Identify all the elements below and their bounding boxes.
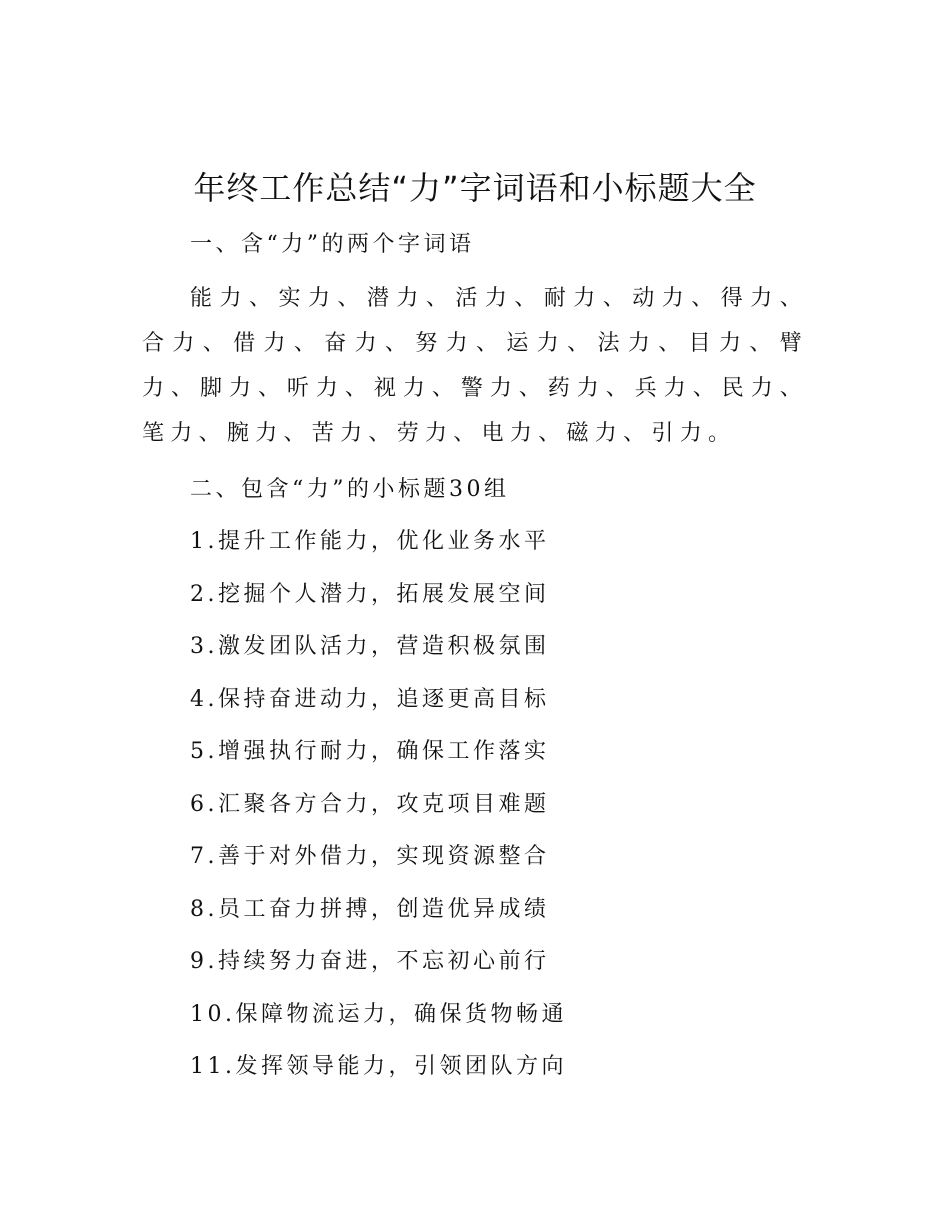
subtitle-item: 8.员工奋力拼搏，创造优异成绩 <box>190 896 550 922</box>
subtitle-item: 7.善于对外借力，实现资源整合 <box>190 844 550 869</box>
subtitle-item: 6.汇聚各方合力，攻克项目难题 <box>190 791 550 817</box>
subtitle-list <box>142 516 808 1094</box>
section-heading-2: 二、包含“力”的小标题30组 <box>190 477 510 502</box>
subtitle-item: 11.发挥领导能力，引领团队方向 <box>190 1054 567 1079</box>
subtitle-item: 9.持续努力奋进，不忘初心前行 <box>190 949 550 974</box>
subtitle-item: 5.增强执行耐力，确保工作落实 <box>190 739 550 764</box>
word-list-paragraph: 能力、实力、潜力、活力、耐力、动力、得力、合力、借力、奋力、努力、运力、法力、目力、臂力、脚力、听力、视力、警力、药力、兵力、民力、笔力、腕力、苦力、劳力、电力、磁力、引力。 <box>142 286 808 446</box>
subtitle-item: 3.激发团队活力，营造积极氛围 <box>190 634 550 659</box>
document-title: 年终工作总结“力”字词语和小标题大全 <box>193 169 757 207</box>
section-heading-1: 一、含“力”的两个字词语 <box>190 232 475 257</box>
subtitle-item: 10.保障物流运力，确保货物畅通 <box>190 1001 567 1027</box>
subtitle-item: 2.挖掘个人潜力，拓展发展空间 <box>190 581 550 607</box>
subtitle-item: 4.保持奋进动力，追逐更高目标 <box>190 686 550 712</box>
document-body <box>142 222 808 1094</box>
subtitle-item: 1.提升工作能力，优化业务水平 <box>190 529 550 554</box>
